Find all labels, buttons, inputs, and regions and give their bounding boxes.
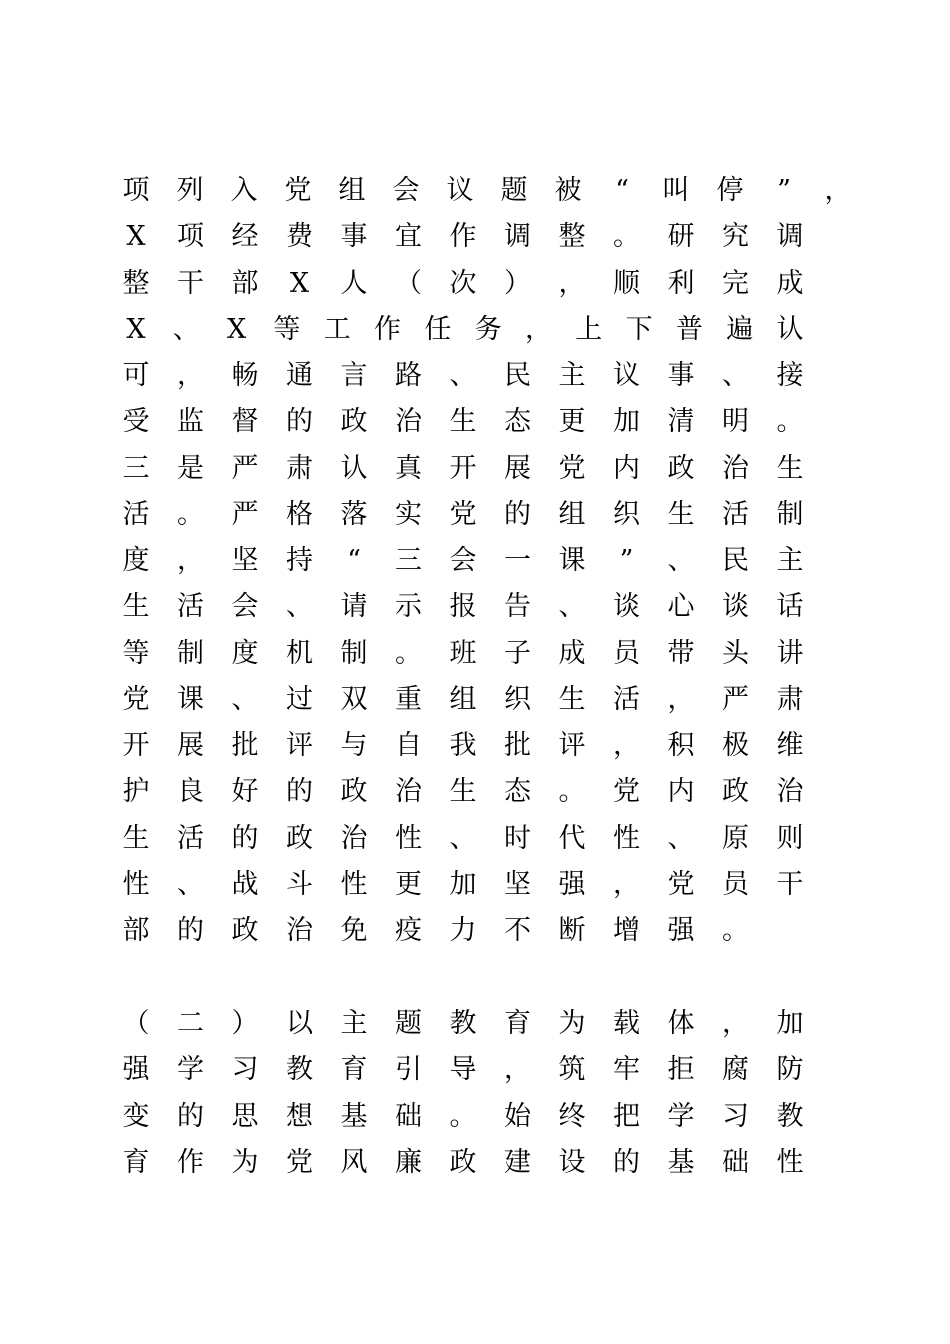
glyph: 党 <box>667 868 695 900</box>
glyph: 开 <box>122 730 150 761</box>
glyph: 等 <box>273 313 301 345</box>
glyph: 作 <box>449 221 477 253</box>
glyph: （ <box>122 1008 150 1039</box>
glyph: 、 <box>177 868 204 900</box>
glyph: 牢 <box>613 1054 640 1086</box>
glyph: 部 <box>122 915 150 946</box>
glyph: 度 <box>122 545 150 576</box>
glyph: 头 <box>722 637 749 669</box>
glyph: 。 <box>395 637 422 669</box>
glyph: 停 <box>716 175 744 206</box>
glyph: 体 <box>667 1008 695 1039</box>
glyph: 言 <box>340 360 368 391</box>
glyph: 性 <box>340 868 368 900</box>
glyph: 。 <box>613 221 640 253</box>
glyph: 认 <box>776 313 804 345</box>
glyph: 的 <box>286 776 313 808</box>
glyph: 研 <box>667 221 695 253</box>
glyph: ” <box>777 175 791 206</box>
glyph: 顺 <box>613 267 640 299</box>
glyph: 政 <box>231 915 259 946</box>
text-line <box>0 261 950 307</box>
glyph: 党 <box>558 452 586 484</box>
glyph: 人 <box>340 267 368 299</box>
text-line <box>0 214 950 260</box>
glyph: 宜 <box>395 221 422 253</box>
glyph: 载 <box>613 1008 640 1039</box>
glyph: 基 <box>667 1146 695 1178</box>
glyph: 坚 <box>231 545 259 576</box>
glyph: 原 <box>722 822 749 854</box>
glyph: 部 <box>231 267 259 299</box>
glyph: 开 <box>449 452 477 484</box>
glyph: 、 <box>722 360 749 391</box>
glyph: 学 <box>667 1100 695 1132</box>
text-line <box>0 1047 950 1093</box>
glyph: 拒 <box>667 1054 695 1086</box>
glyph: 。 <box>449 1100 477 1132</box>
glyph: 腐 <box>722 1054 749 1086</box>
glyph: 更 <box>558 406 586 438</box>
glyph: 风 <box>340 1146 368 1178</box>
text-line <box>0 816 950 862</box>
glyph: ， <box>667 683 695 715</box>
text-line <box>0 446 950 492</box>
glyph: 题 <box>395 1008 422 1039</box>
glyph: 政 <box>340 406 368 438</box>
glyph: ） <box>231 1008 259 1039</box>
glyph: 导 <box>449 1054 477 1086</box>
glyph: 治 <box>395 776 422 808</box>
glyph: 民 <box>722 545 749 576</box>
glyph: 制 <box>340 637 368 669</box>
glyph: 加 <box>449 868 477 900</box>
glyph: 、 <box>558 591 586 623</box>
glyph: 时 <box>504 822 531 854</box>
text-line <box>0 399 950 445</box>
glyph: 织 <box>613 498 640 530</box>
glyph: 活 <box>177 591 204 623</box>
glyph: 思 <box>231 1100 259 1132</box>
glyph: ， <box>177 545 204 576</box>
glyph: 生 <box>776 452 804 484</box>
glyph: 习 <box>231 1054 259 1086</box>
glyph: 成 <box>776 267 804 299</box>
glyph: 题 <box>500 175 528 206</box>
glyph: 遍 <box>726 313 754 345</box>
glyph: 批 <box>504 730 531 761</box>
text-line <box>0 677 950 723</box>
text-line <box>0 492 950 538</box>
glyph: ” <box>619 545 634 576</box>
glyph: 会 <box>449 545 477 576</box>
glyph: 事 <box>667 360 695 391</box>
glyph: 态 <box>504 776 531 808</box>
glyph: 力 <box>449 915 477 946</box>
glyph: 生 <box>449 776 477 808</box>
glyph: 员 <box>722 868 749 900</box>
glyph: 双 <box>340 683 368 715</box>
glyph: 经 <box>231 221 259 253</box>
glyph: 主 <box>776 545 804 576</box>
glyph: ） <box>504 267 531 299</box>
glyph: 引 <box>395 1054 422 1086</box>
glyph: 性 <box>613 822 640 854</box>
glyph: 、 <box>667 545 695 576</box>
glyph: 严 <box>231 498 259 530</box>
glyph: ， <box>722 1008 749 1039</box>
glyph: 子 <box>504 637 531 669</box>
glyph: 二 <box>177 1008 204 1039</box>
glyph: 务 <box>474 313 502 345</box>
glyph: 活 <box>613 683 640 715</box>
glyph: 会 <box>392 175 420 206</box>
text-line <box>0 1140 950 1186</box>
glyph: 讲 <box>776 637 804 669</box>
glyph: X <box>126 221 146 253</box>
glyph: 变 <box>122 1100 150 1132</box>
glyph: 治 <box>776 776 804 808</box>
glyph: 、 <box>172 313 200 345</box>
glyph: 积 <box>667 730 695 761</box>
glyph: 主 <box>340 1008 368 1039</box>
text-line <box>0 168 950 214</box>
glyph: “ <box>615 175 629 206</box>
glyph: 员 <box>613 637 640 669</box>
glyph: 通 <box>286 360 313 391</box>
glyph: 始 <box>504 1100 531 1132</box>
glyph: 的 <box>286 406 313 438</box>
glyph: 度 <box>231 637 259 669</box>
text-line <box>0 908 950 954</box>
glyph: 干 <box>177 267 204 299</box>
text-line <box>0 353 950 399</box>
glyph: 良 <box>177 776 204 808</box>
glyph: 政 <box>722 776 749 808</box>
glyph: 党 <box>613 776 640 808</box>
glyph: 评 <box>558 730 586 761</box>
glyph: 叫 <box>662 175 690 206</box>
glyph: ， <box>558 267 586 299</box>
glyph: 事 <box>340 221 368 253</box>
glyph: 把 <box>613 1100 640 1132</box>
glyph: 主 <box>558 360 586 391</box>
glyph: 谈 <box>613 591 640 623</box>
glyph: 代 <box>558 822 586 854</box>
glyph: 组 <box>558 498 586 530</box>
glyph: 三 <box>122 452 150 484</box>
glyph: 护 <box>122 776 150 808</box>
glyph: 生 <box>667 498 695 530</box>
glyph: 内 <box>667 776 695 808</box>
glyph: 展 <box>177 730 204 761</box>
glyph: 活 <box>122 498 150 530</box>
glyph: 我 <box>449 730 477 761</box>
glyph: 任 <box>424 313 452 345</box>
glyph: 议 <box>613 360 640 391</box>
glyph: 不 <box>504 915 531 946</box>
text-line <box>0 631 950 677</box>
glyph: 治 <box>340 822 368 854</box>
glyph: 实 <box>395 498 422 530</box>
glyph: 调 <box>504 221 531 253</box>
glyph: ， <box>613 730 640 761</box>
glyph: 、 <box>286 591 313 623</box>
glyph: 列 <box>176 175 204 206</box>
glyph: 一 <box>504 545 531 576</box>
glyph: 评 <box>286 730 313 761</box>
glyph: 完 <box>722 267 749 299</box>
glyph: 党 <box>122 683 150 715</box>
glyph: 上 <box>575 313 603 345</box>
glyph: 政 <box>286 822 313 854</box>
glyph: 利 <box>667 267 695 299</box>
glyph: 普 <box>675 313 703 345</box>
glyph: 组 <box>449 683 477 715</box>
glyph: 教 <box>286 1054 313 1086</box>
glyph: 的 <box>613 1146 640 1178</box>
glyph: 持 <box>286 545 313 576</box>
glyph: 工 <box>323 313 351 345</box>
glyph: 党 <box>286 1146 313 1178</box>
glyph: 被 <box>554 175 582 206</box>
glyph: 作 <box>177 1146 204 1178</box>
glyph: 防 <box>776 1054 804 1086</box>
glyph: 终 <box>558 1100 586 1132</box>
glyph: 示 <box>395 591 422 623</box>
glyph: 性 <box>395 822 422 854</box>
glyph: 坚 <box>504 868 531 900</box>
glyph: 项 <box>122 175 150 206</box>
glyph: 项 <box>177 221 204 253</box>
glyph: 免 <box>340 915 368 946</box>
glyph: X <box>289 267 310 299</box>
glyph: （ <box>395 267 422 299</box>
glyph: 加 <box>776 1008 804 1039</box>
glyph: 请 <box>340 591 368 623</box>
text-line <box>0 723 950 769</box>
glyph: 作 <box>374 313 402 345</box>
glyph: ， <box>824 175 852 206</box>
glyph: 建 <box>504 1146 531 1178</box>
glyph: 制 <box>177 637 204 669</box>
glyph: 的 <box>231 822 259 854</box>
glyph: 态 <box>504 406 531 438</box>
glyph: 生 <box>122 591 150 623</box>
glyph: 下 <box>625 313 653 345</box>
glyph: 费 <box>286 221 313 253</box>
text-line <box>0 538 950 584</box>
glyph: 党 <box>284 175 312 206</box>
glyph: 格 <box>286 498 313 530</box>
glyph: 严 <box>722 683 749 715</box>
glyph: 织 <box>504 683 531 715</box>
glyph: 课 <box>177 683 204 715</box>
glyph: 。 <box>776 406 804 438</box>
glyph: 落 <box>340 498 368 530</box>
glyph: 设 <box>558 1146 586 1178</box>
glyph: 战 <box>231 868 259 900</box>
glyph: 批 <box>231 730 259 761</box>
glyph: 告 <box>504 591 531 623</box>
glyph: 、 <box>449 822 477 854</box>
glyph: 展 <box>504 452 531 484</box>
glyph: 。 <box>722 915 749 946</box>
glyph: 性 <box>776 1146 804 1178</box>
glyph: 生 <box>449 406 477 438</box>
glyph: “ <box>347 545 361 576</box>
glyph: 想 <box>286 1100 313 1132</box>
glyph: 生 <box>122 822 150 854</box>
glyph: 、 <box>667 822 695 854</box>
glyph: 政 <box>340 776 368 808</box>
glyph: 报 <box>449 591 477 623</box>
glyph: 基 <box>340 1100 368 1132</box>
glyph: 活 <box>722 498 749 530</box>
glyph: 肃 <box>776 683 804 715</box>
glyph: 疫 <box>395 915 422 946</box>
glyph: 肃 <box>286 452 313 484</box>
glyph: 的 <box>504 498 531 530</box>
text-line <box>0 1094 950 1140</box>
glyph: 组 <box>338 175 366 206</box>
glyph: 自 <box>395 730 422 761</box>
text-line <box>0 584 950 630</box>
glyph: 学 <box>177 1054 204 1086</box>
glyph: 教 <box>776 1100 804 1132</box>
glyph: 与 <box>340 730 368 761</box>
glyph: 干 <box>776 868 804 900</box>
glyph: 三 <box>395 545 422 576</box>
glyph: 课 <box>558 545 586 576</box>
glyph: ， <box>504 1054 531 1086</box>
glyph: 性 <box>122 868 150 900</box>
glyph: 筑 <box>558 1054 586 1086</box>
glyph: 政 <box>667 452 695 484</box>
glyph: 强 <box>558 868 586 900</box>
glyph: 路 <box>395 360 422 391</box>
glyph: X <box>226 313 247 345</box>
glyph: 重 <box>395 683 422 715</box>
glyph: 育 <box>340 1054 368 1086</box>
glyph: 议 <box>446 175 474 206</box>
glyph: 心 <box>667 591 695 623</box>
glyph: 谈 <box>722 591 749 623</box>
glyph: 严 <box>231 452 259 484</box>
glyph: 内 <box>613 452 640 484</box>
glyph: 是 <box>177 452 204 484</box>
glyph: 为 <box>231 1146 259 1178</box>
glyph: 整 <box>558 221 586 253</box>
glyph: 廉 <box>395 1146 422 1178</box>
glyph: ， <box>177 360 204 391</box>
glyph: 带 <box>667 637 695 669</box>
glyph: 认 <box>340 452 368 484</box>
glyph: 育 <box>122 1146 150 1178</box>
glyph: 畅 <box>231 360 259 391</box>
glyph: ， <box>613 868 640 900</box>
glyph: 。 <box>558 776 586 808</box>
glyph: 维 <box>776 730 804 761</box>
glyph: 明 <box>722 406 749 438</box>
text-line <box>0 862 950 908</box>
glyph: 清 <box>667 406 695 438</box>
glyph: 加 <box>613 406 640 438</box>
glyph: 政 <box>449 1146 477 1178</box>
glyph: 断 <box>558 915 586 946</box>
glyph: 习 <box>722 1100 749 1132</box>
glyph: 为 <box>558 1008 586 1039</box>
glyph: 教 <box>449 1008 477 1039</box>
glyph: 整 <box>122 267 150 299</box>
glyph: 党 <box>449 498 477 530</box>
glyph: 以 <box>286 1008 313 1039</box>
glyph: 、 <box>231 683 259 715</box>
glyph: 则 <box>776 822 804 854</box>
glyph: 监 <box>177 406 204 438</box>
text-line <box>0 1001 950 1047</box>
glyph: 。 <box>177 498 204 530</box>
glyph: 班 <box>449 637 477 669</box>
glyph: 制 <box>776 498 804 530</box>
glyph: 过 <box>286 683 313 715</box>
glyph: 好 <box>231 776 259 808</box>
glyph: 生 <box>558 683 586 715</box>
glyph: 次 <box>449 267 477 299</box>
glyph: X <box>126 313 146 345</box>
glyph: 督 <box>231 406 259 438</box>
glyph: 极 <box>722 730 749 761</box>
glyph: 民 <box>504 360 531 391</box>
glyph: 强 <box>122 1054 150 1086</box>
glyph: 的 <box>177 1100 204 1132</box>
glyph: 真 <box>395 452 422 484</box>
glyph: 育 <box>504 1008 531 1039</box>
glyph: 究 <box>722 221 749 253</box>
glyph: 接 <box>776 360 804 391</box>
glyph: 治 <box>286 915 313 946</box>
glyph: 调 <box>776 221 804 253</box>
glyph: 治 <box>722 452 749 484</box>
glyph: 话 <box>776 591 804 623</box>
glyph: 等 <box>122 637 150 669</box>
glyph: 础 <box>395 1100 422 1132</box>
glyph: 治 <box>395 406 422 438</box>
glyph: 入 <box>230 175 258 206</box>
glyph: 可 <box>122 360 150 391</box>
glyph: 的 <box>177 915 204 946</box>
text-line <box>0 307 950 353</box>
glyph: 活 <box>177 822 204 854</box>
glyph: 增 <box>613 915 640 946</box>
glyph: 成 <box>558 637 586 669</box>
text-line <box>0 769 950 815</box>
glyph: 、 <box>449 360 477 391</box>
glyph: 强 <box>667 915 695 946</box>
glyph: 更 <box>395 868 422 900</box>
glyph: 斗 <box>286 868 313 900</box>
glyph: 机 <box>286 637 313 669</box>
glyph: 础 <box>722 1146 749 1178</box>
glyph: 受 <box>122 406 150 438</box>
glyph: ， <box>524 313 552 345</box>
glyph: 会 <box>231 591 259 623</box>
